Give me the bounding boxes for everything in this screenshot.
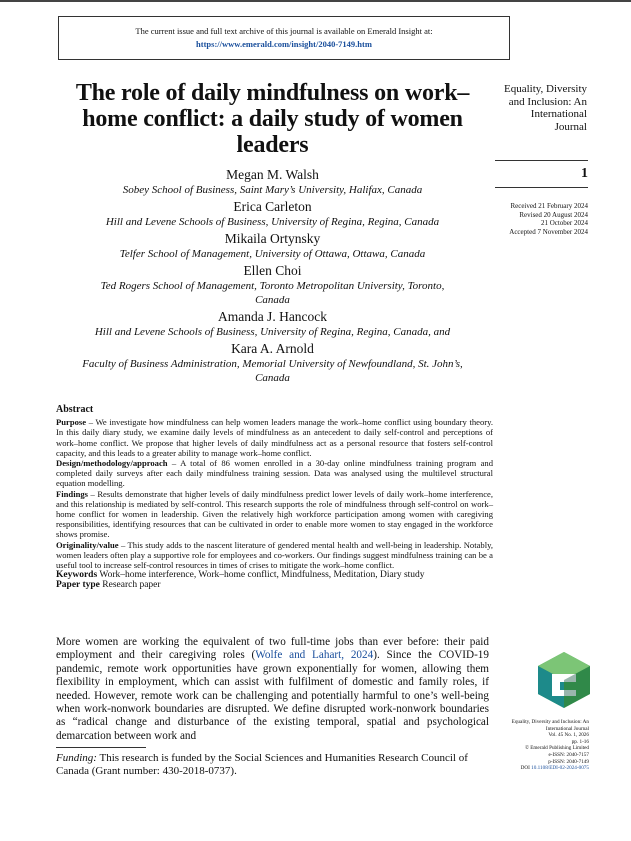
pub-pages: pp. 1-16 — [571, 738, 589, 745]
author-affiliation: Faculty of Business Administration, Memorial University of Newfoundland, St. John’s, Canada — [82, 358, 463, 384]
originality-label: Originality/value — [56, 539, 119, 550]
author-name: Erica Carleton — [233, 199, 312, 214]
body-text-1: More women are working the equivalent of two full-time jobs than ever before: their paid employment and their caregiving roles ( — [56, 636, 489, 662]
pub-journal: Equality, Diversity and Inclusion: An International Journal — [511, 719, 589, 732]
funding-label: Funding: — [56, 752, 97, 764]
pub-eissn: e-ISSN: 2040-7157 — [548, 751, 589, 758]
author-name: Ellen Choi — [243, 263, 302, 278]
author-block — [50, 340, 495, 385]
pub-publisher: © Emerald Publishing Limited — [524, 745, 589, 752]
author-name: Mikaila Ortynsky — [224, 231, 321, 246]
author-block — [50, 262, 495, 307]
author-block — [50, 230, 495, 261]
abstract-purpose — [56, 417, 493, 458]
article-title: The role of daily mindfulness on work–home conflict: a daily study of women leaders — [75, 80, 470, 158]
author-name: Amanda J. Hancock — [217, 309, 328, 324]
availability-notice — [58, 16, 510, 60]
doi-label: DOI — [520, 765, 532, 772]
purpose-label: Purpose — [56, 417, 87, 428]
author-affiliation: Sobey School of Business, Saint Mary’s University, Halifax, Canada — [122, 184, 423, 196]
pub-volume: Vol. 45 No. 1, 2026 — [548, 732, 589, 739]
revised-date: Revised 20 August 2024 — [519, 210, 588, 219]
design-text: – A total of 86 women enrolled in a 30-day online mindfulness training program and completed daily surveys after each daily mindfulness training session. Data was analysed using the multilevel structural equation modelling. — [56, 458, 493, 489]
pub-pissn: p-ISSN: 2040-7149 — [548, 758, 589, 765]
abstract-originality — [56, 540, 493, 571]
author-block — [50, 308, 495, 339]
author-list — [50, 166, 495, 386]
keywords-label: Keywords — [56, 570, 98, 581]
author-block — [50, 166, 495, 197]
page-number: 1 — [581, 166, 588, 181]
emerald-logo-icon — [536, 650, 592, 710]
originality-text: – This study adds to the nascent literature of gendered mental health and well-being in leadership. Notably, women leaders often play a supportive role for employees and co-workers. Our findings suggest mindfulness training can be a useful tool to increase self-control resources in times of crises to mitigate the work–home conflict. — [56, 539, 493, 571]
citation-link[interactable]: Wolfe and Lahart, 2024 — [255, 649, 374, 662]
body-paragraph — [56, 636, 489, 743]
author-affiliation: Hill and Levene Schools of Business, University of Regina, Regina, Canada — [105, 216, 440, 228]
journal-name: Equality, Diversity and Inclusion: An International Journal — [504, 83, 587, 133]
author-affiliation: Hill and Levene Schools of Business, University of Regina, Regina, Canada, and — [94, 326, 451, 338]
author-name: Megan M. Walsh — [226, 167, 319, 182]
author-block — [50, 198, 495, 229]
revised-date-2: 21 October 2024 — [540, 219, 588, 227]
received-date: Received 21 February 2024 — [510, 202, 588, 210]
publication-info — [497, 719, 589, 772]
abstract-design — [56, 458, 493, 489]
abstract-section — [56, 405, 493, 591]
design-label: Design/methodology/approach — [56, 458, 168, 469]
paper-type-text: Research paper — [99, 580, 161, 591]
author-affiliation: Telfer School of Management, University of Ottawa, Ottawa, Canada — [119, 248, 426, 260]
paper-type — [56, 580, 493, 590]
findings-text: – Results demonstrate that higher levels of daily mindfulness predict lower levels of daily work–home interference, and this relationship is mediated by self-control. This research supports the role of mindfulness through self-control on work–home conflict for women in leadership. Given the relatively high workforce participation among women with caregiving responsibilities, identifying resources that can be cultivated in order to enable more women to stay engaged in the workforce shows promise. — [56, 488, 493, 540]
journal-rule-top — [495, 160, 588, 161]
funding-note — [56, 752, 493, 778]
keywords — [56, 570, 493, 580]
abstract-heading: Abstract — [56, 404, 94, 415]
journal-rule-bottom — [495, 187, 588, 188]
notice-url-link[interactable]: https://www.emerald.com/insight/2040-7149.htm — [196, 39, 372, 49]
paper-type-label: Paper type — [56, 580, 100, 591]
notice-text: The current issue and full text archive of this journal is available on Emerald Insight at: — [135, 26, 433, 36]
findings-label: Findings — [56, 488, 89, 499]
author-affiliation: Ted Rogers School of Management, Toronto Metropolitan University, Toronto, Canada — [100, 280, 445, 306]
article-dates — [495, 202, 588, 236]
pub-doi-line — [497, 765, 589, 772]
doi-link[interactable]: 10.1108/EDI-02-2024-0075 — [531, 765, 589, 772]
top-rule — [0, 0, 631, 2]
accepted-date: Accepted 7 November 2024 — [509, 227, 588, 236]
footnote-rule — [56, 747, 146, 748]
funding-text: This research is funded by the Social Sciences and Humanities Research Council of Canada (Grant number: 430-2018-0737). — [56, 752, 468, 777]
body-text-2: ). Since the COVID-19 pandemic, remote work opportunities have grown exponentially for women, allowing them flexibility in employment, which can assist with fulfilment of domestic and family roles, if needed. However, remote work can be challenging and potentially harmful to one’s well-being when work-nonwork boundaries are disrupted. We define disrupted work-nonwork boundaries as “radical change and disturbance of the existing temporal, spatial and psychological demarcation between work and — [56, 649, 489, 742]
purpose-text: – We investigate how mindfulness can help women leaders manage the work–home conflict using boundary theory. In this daily diary study, we examine daily levels of mindfulness as an antecedent to daily self-control and perceptions of work–home conflict. We propose that higher levels of daily mindfulness act as a personal resource that fosters self-control capacity, and this leads to a greater ability to manage work–home conflict. — [56, 417, 493, 458]
abstract-findings — [56, 489, 493, 540]
keywords-text: Work–home interference, Work–home conflict, Mindfulness, Meditation, Diary study — [97, 570, 425, 581]
author-name: Kara A. Arnold — [231, 341, 314, 356]
